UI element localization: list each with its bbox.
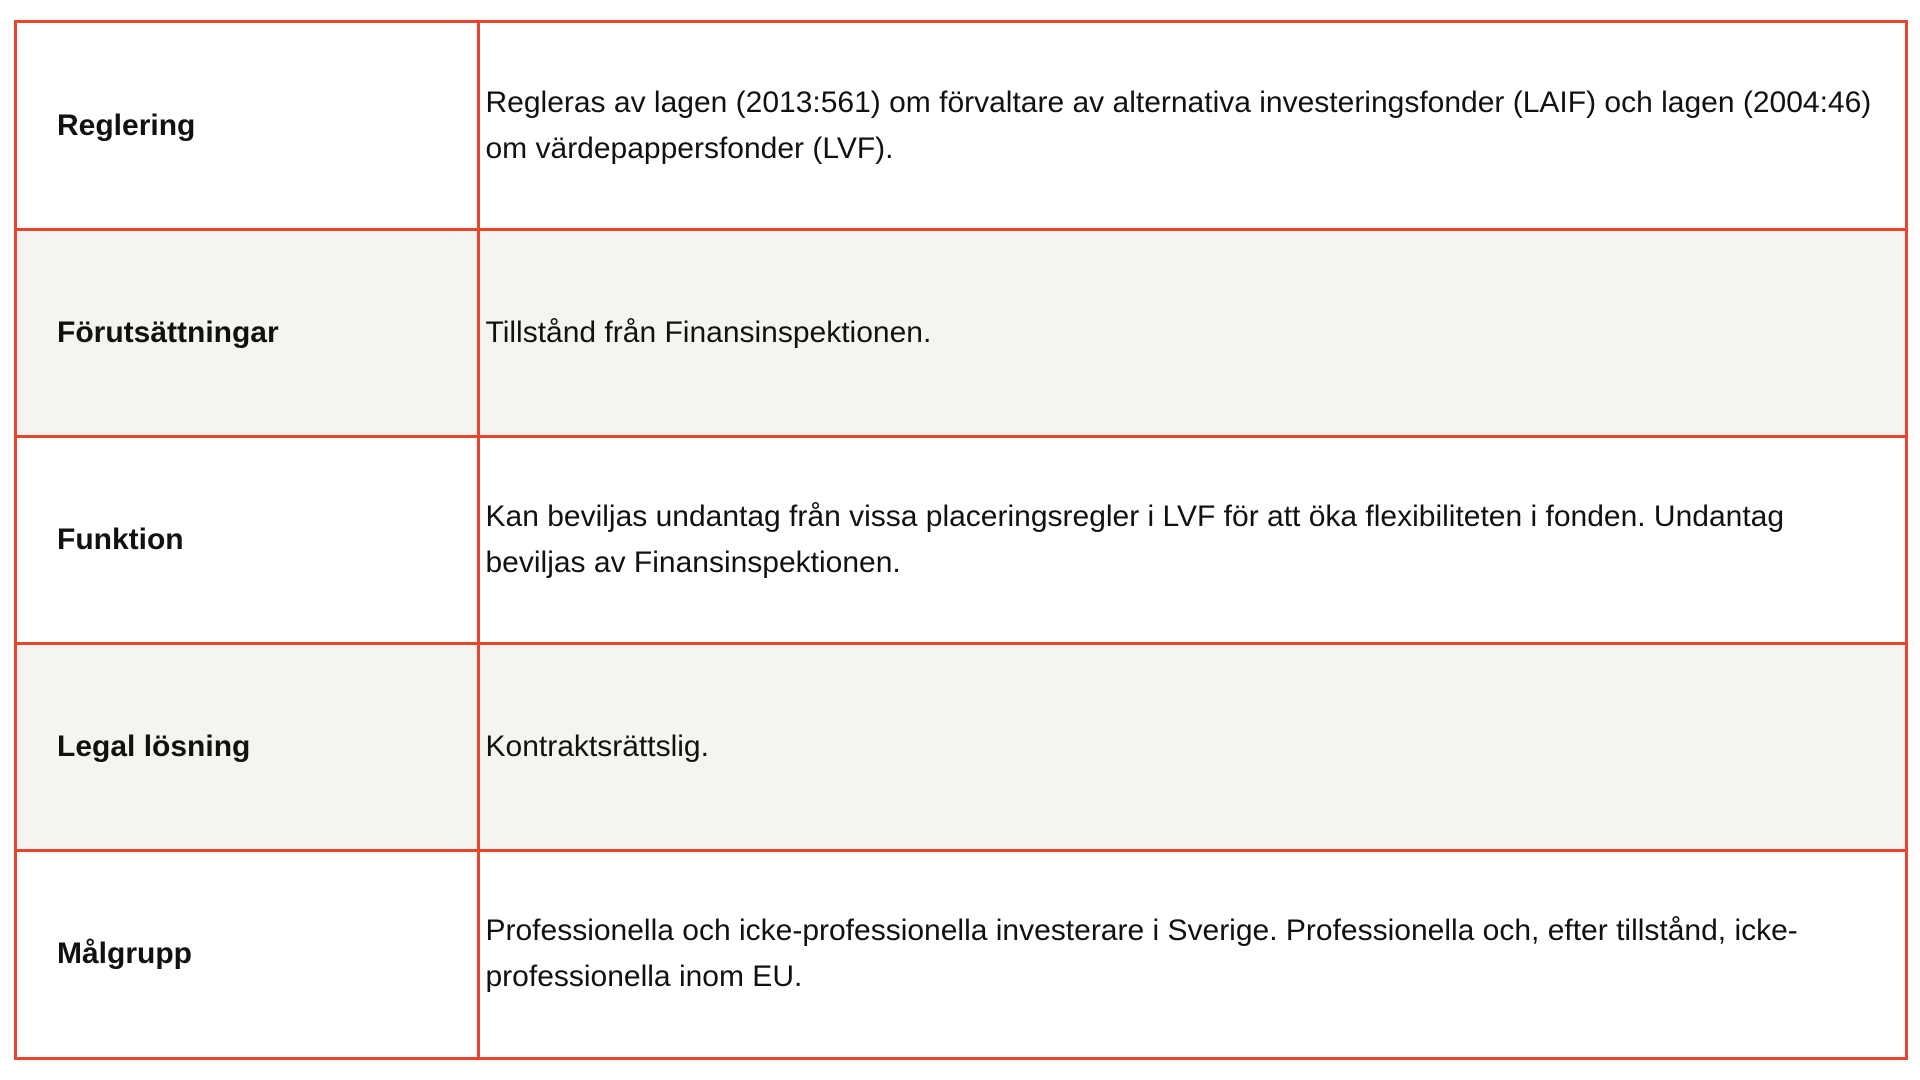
row-label: Reglering [17,23,478,230]
table-row [17,850,1905,1057]
row-value: Kontraktsrättslig. [478,643,1905,850]
table-row [17,643,1905,850]
row-label: Förutsättningar [17,230,478,437]
row-value: Regleras av lagen (2013:561) om förvaltare av alternativa investeringsfonder (LAIF) och lagen (2004:46) om värdepappersfonder (LVF). [478,23,1905,230]
row-value: Kan beviljas undantag från vissa placeringsregler i LVF för att öka flexibiliteten i fonden. Undantag beviljas av Finansinspektionen. [478,437,1905,644]
row-label: Funktion [17,437,478,644]
info-table-frame [14,20,1908,1060]
table-row [17,230,1905,437]
row-value: Tillstånd från Finansinspektionen. [478,230,1905,437]
row-label: Legal lösning [17,643,478,850]
table-row [17,23,1905,230]
info-table [17,23,1905,1057]
row-label: Målgrupp [17,850,478,1057]
table-row [17,437,1905,644]
row-value: Professionella och icke-professionella investerare i Sverige. Professionella och, efter tillstånd, icke-professionella inom EU. [478,850,1905,1057]
